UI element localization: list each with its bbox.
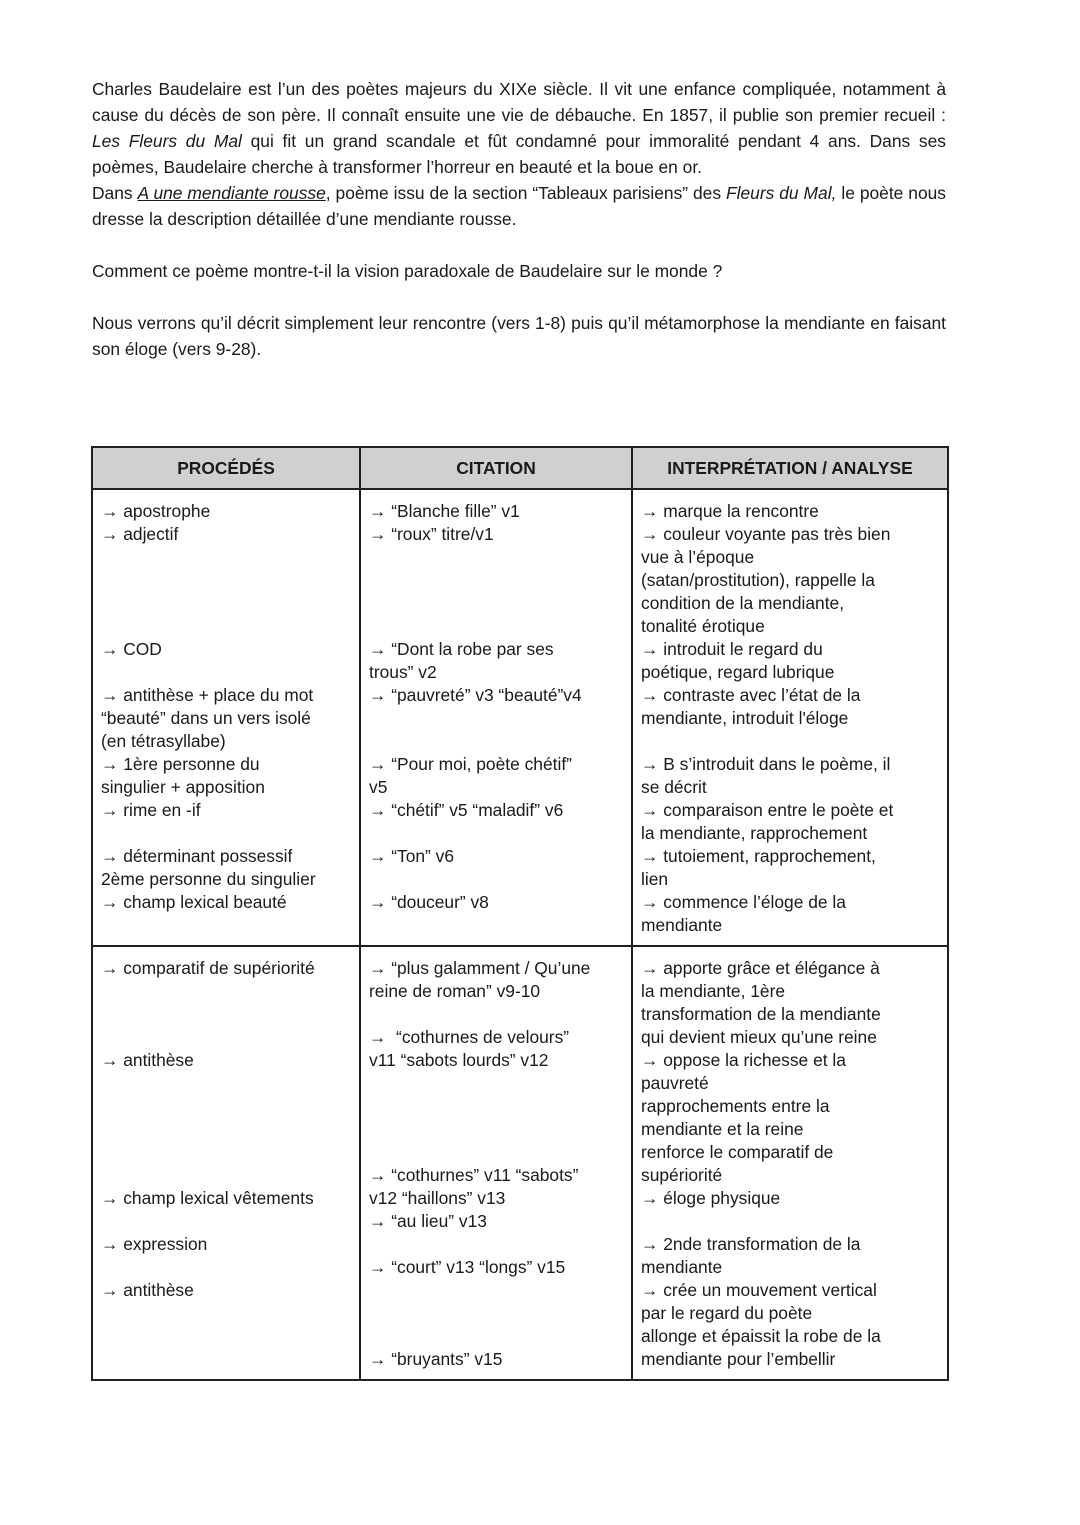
cell-line [369, 592, 623, 615]
intro-context-text-a: Charles Baudelaire est l’un des poètes majeurs du XIXe siècle. Il vit une enfance compliquée, notamment à cause du décès de son père. Il connaît ensuite une vie de débauche. En 1857, il publie son premier recueil : [92, 79, 946, 125]
cell-line: lien [641, 869, 669, 889]
cell-line: (en tétrasyllabe) [101, 731, 226, 751]
cell-line: v11 “sabots lourds” v12 [369, 1050, 549, 1070]
cell-line: mendiante [641, 915, 723, 935]
cell-line: mendiante et la reine [641, 1119, 804, 1139]
cell-line: singulier + apposition [101, 777, 265, 797]
poem-title: A une mendiante rousse [137, 183, 326, 203]
intro-context-text-b: qui fit un grand scandale et fût condamné pour immoralité pendant 4 ans. Dans ses poèmes, Baudelaire cherche à transformer l’horreur en beauté et la boue en or. [92, 131, 946, 177]
cell-line: → déterminant possessif [101, 846, 293, 866]
cell-line: → “bruyants” v15 [369, 1349, 503, 1369]
header-analyse: INTERPRÉTATION / ANALYSE [632, 447, 948, 489]
cell-line [101, 1141, 351, 1164]
cell-line [101, 1003, 351, 1026]
cell-line: → adjectif [101, 524, 179, 544]
cell-line [369, 1072, 623, 1095]
cell-line [369, 1279, 623, 1302]
intro-paragraph-context [92, 76, 946, 180]
cell-procedes [92, 946, 360, 1380]
intro-poem-text-c: le poète nous dresse la description détaillée d’une mendiante rousse. [92, 183, 947, 229]
cell-analyse [632, 946, 948, 1380]
cell-line: → champ lexical beauté [101, 892, 287, 912]
cell-line: → éloge physique [641, 1188, 781, 1208]
cell-line [101, 980, 351, 1003]
cell-line: par le regard du poète [641, 1303, 813, 1323]
cell-line: → apostrophe [101, 501, 211, 521]
cell-line: → “Pour moi, poète chétif” [369, 754, 572, 774]
cell-line: → “Blanche fille” v1 [369, 501, 520, 521]
cell-line: → “cothurnes de velours” [369, 1027, 570, 1047]
cell-line: (satan/prostitution), rappelle la [641, 570, 875, 590]
cell-line [101, 1072, 351, 1095]
cell-line [641, 730, 939, 753]
cell-line [101, 1256, 351, 1279]
cell-line: → 1ère personne du [101, 754, 260, 774]
book-title-2: Fleurs du Mal, [726, 183, 837, 203]
cell-line: allonge et épaissit la robe de la [641, 1326, 881, 1346]
cell-line: → tutoiement, rapprochement, [641, 846, 876, 866]
cell-line: trous” v2 [369, 662, 437, 682]
cell-line: → B s’introduit dans le poème, il [641, 754, 891, 774]
cell-line [101, 592, 351, 615]
table-row [92, 489, 948, 946]
cell-line: → contraste avec l’état de la [641, 685, 861, 705]
book-title: Les Fleurs du Mal [92, 131, 242, 151]
cell-line [369, 1003, 623, 1026]
cell-line: 2ème personne du singulier [101, 869, 316, 889]
intro-poem-text-a: Dans [92, 183, 138, 203]
cell-line: → rime en -if [101, 800, 201, 820]
cell-line [101, 1095, 351, 1118]
cell-line [369, 1325, 623, 1348]
cell-line: la mendiante, rapprochement [641, 823, 868, 843]
cell-line [369, 1118, 623, 1141]
cell-line [369, 1302, 623, 1325]
cell-line [101, 822, 351, 845]
cell-line: → apporte grâce et élégance à [641, 958, 880, 978]
cell-line [101, 1210, 351, 1233]
cell-line: mendiante pour l’embellir [641, 1349, 836, 1369]
cell-line: → “plus galamment / Qu’une [369, 958, 591, 978]
cell-line [369, 1233, 623, 1256]
cell-line [369, 569, 623, 592]
cell-line: rapprochements entre la [641, 1096, 830, 1116]
cell-line: reine de roman” v9-10 [369, 981, 541, 1001]
cell-line: → “douceur” v8 [369, 892, 489, 912]
cell-line [101, 569, 351, 592]
table-row [92, 946, 948, 1380]
cell-line [101, 615, 351, 638]
header-procedes: PROCÉDÉS [92, 447, 360, 489]
cell-line: → “chétif” v5 “maladif” v6 [369, 800, 564, 820]
cell-line: la mendiante, 1ère [641, 981, 786, 1001]
cell-line: supériorité [641, 1165, 723, 1185]
cell-line: → COD [101, 639, 162, 659]
cell-procedes [92, 489, 360, 946]
intro-paragraph-poem [92, 180, 946, 232]
cell-line [101, 546, 351, 569]
cell-line: v5 [369, 777, 388, 797]
cell-line [101, 1118, 351, 1141]
cell-line: condition de la mendiante, [641, 593, 845, 613]
cell-line: → couleur voyante pas très bien [641, 524, 891, 544]
cell-line [369, 1141, 623, 1164]
cell-line: → commence l’éloge de la [641, 892, 846, 912]
cell-line: → “court” v13 “longs” v15 [369, 1257, 566, 1277]
cell-line: → antithèse [101, 1050, 194, 1070]
cell-line [101, 1164, 351, 1187]
cell-analyse [632, 489, 948, 946]
cell-line: → marque la rencontre [641, 501, 819, 521]
cell-line: → “roux” titre/v1 [369, 524, 494, 544]
cell-line: → expression [101, 1234, 208, 1254]
header-citation: CITATION [360, 447, 632, 489]
cell-line [369, 730, 623, 753]
cell-line: → 2nde transformation de la [641, 1234, 861, 1254]
cell-line: mendiante, introduit l'éloge [641, 708, 849, 728]
cell-line: transformation de la mendiante [641, 1004, 881, 1024]
cell-line: mendiante [641, 1257, 723, 1277]
cell-line: → “cothurnes” v11 “sabots” [369, 1165, 579, 1185]
cell-line [369, 546, 623, 569]
cell-line [369, 822, 623, 845]
cell-line: → comparaison entre le poète et [641, 800, 894, 820]
cell-line: se décrit [641, 777, 707, 797]
cell-line: qui devient mieux qu’une reine [641, 1027, 877, 1047]
cell-line: v12 “haillons” v13 [369, 1188, 506, 1208]
cell-line [369, 707, 623, 730]
cell-line: poétique, regard lubrique [641, 662, 835, 682]
cell-line [369, 615, 623, 638]
cell-line: → comparatif de supériorité [101, 958, 315, 978]
cell-line: → introduit le regard du [641, 639, 823, 659]
cell-line: → “pauvreté” v3 “beauté”v4 [369, 685, 582, 705]
problematique: Comment ce poème montre-t-il la vision paradoxale de Baudelaire sur le monde ? [92, 261, 723, 281]
cell-line: → oppose la richesse et la [641, 1050, 846, 1070]
cell-line: → “Dont la robe par ses [369, 639, 554, 659]
cell-line: “beauté” dans un vers isolé [101, 708, 311, 728]
cell-citation [360, 489, 632, 946]
cell-line: → “Ton” v6 [369, 846, 455, 866]
cell-line: → champ lexical vêtements [101, 1188, 314, 1208]
cell-line: → crée un mouvement vertical [641, 1280, 877, 1300]
cell-line: → “au lieu” v13 [369, 1211, 487, 1231]
cell-line: → antithèse + place du mot [101, 685, 314, 705]
introduction [92, 76, 946, 362]
cell-line [641, 1210, 939, 1233]
cell-line: vue à l’époque [641, 547, 755, 567]
cell-line [101, 1026, 351, 1049]
plan-annonce: Nous verrons qu’il décrit simplement leur rencontre (vers 1-8) puis qu’il métamorphose la mendiante en faisant son éloge (vers 9-28). [92, 313, 946, 359]
cell-line [101, 661, 351, 684]
cell-line: → antithèse [101, 1280, 194, 1300]
cell-citation [360, 946, 632, 1380]
cell-line: pauvreté [641, 1073, 709, 1093]
analysis-table [91, 446, 949, 1381]
cell-line: tonalité érotique [641, 616, 765, 636]
cell-line [369, 1095, 623, 1118]
cell-line [369, 868, 623, 891]
intro-poem-text-b: , poème issu de la section “Tableaux parisiens” des [325, 183, 726, 203]
cell-line: renforce le comparatif de [641, 1142, 834, 1162]
table-header-row [92, 447, 948, 489]
